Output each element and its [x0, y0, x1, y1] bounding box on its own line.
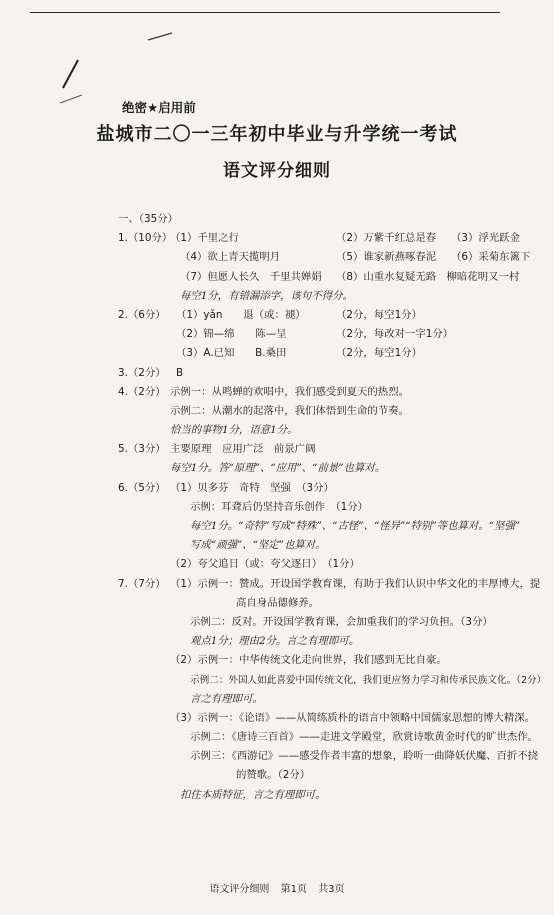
- page-footer: [0, 880, 554, 895]
- q7-row-1: 7.（7分） （1）示例一：赞成。开设国学教育课，有助于我们认识中华文化的丰厚博大，提: [118, 575, 548, 594]
- footer-page-total: 共3页: [318, 884, 345, 895]
- q6-row-1: 6.（5分） （1）贝多芬 奇特 坚强 （3分）: [118, 479, 548, 498]
- q7-note-3: 扣住本质特征，言之有理即可。: [180, 788, 326, 801]
- pen-mark-icon: [0, 0, 554, 130]
- q4-row-1: 4.（2分） 示例一：从鸣蝉的欢唱中，我们感受到夏天的热烈。: [118, 383, 548, 402]
- q3-label: 3.（2分）: [118, 366, 166, 379]
- q1-row-1: 1.（10分） （1）千里之行 （2）万紫千红总是春 （3）浮光跃金: [118, 229, 548, 248]
- q7-note-2: 言之有理即可。: [190, 692, 263, 705]
- q3-row: 3.（2分） B: [118, 364, 548, 383]
- scoring-content: [118, 210, 548, 805]
- q1-row-2: （4）欲上青天揽明月 （5）谁家新燕啄春泥 （6）采菊东篱下: [180, 251, 531, 264]
- q4-note: 恰当的事物1分，语意1分。: [170, 424, 298, 437]
- exam-title: 盐城市二〇一三年初中毕业与升学统一考试: [96, 124, 458, 145]
- q2-label: 2.（6分）: [118, 308, 166, 321]
- q2-row-3: （3）A.已知 B.桑田 （2分，每空1分）: [176, 347, 422, 360]
- footer-page-number: 第1页: [280, 884, 307, 895]
- q7-row-7b: 的赞歌。（2分）: [236, 769, 311, 782]
- q4-label: 4.（2分）: [118, 385, 166, 398]
- q5-row: 5.（3分） 主要原理 应用广泛 前景广阔: [118, 440, 548, 459]
- document-subtitle: 语文评分细则: [223, 161, 331, 181]
- footer-doc-name: 语文评分细则: [209, 884, 270, 895]
- q1-label: 1.（10分）: [118, 232, 173, 245]
- q7-row-6: 示例二：《唐诗三百首》——走进文学殿堂，欣赏诗歌黄金时代的旷世杰作。: [190, 731, 539, 744]
- q7-label: 7.（7分）: [118, 577, 166, 590]
- q6-label: 6.（5分）: [118, 481, 166, 494]
- q7-row-1b: 高自身品德修养。: [236, 596, 320, 609]
- q1-note: 每空1分，有错漏添字，该句不得分。: [180, 289, 353, 302]
- q6-note-1: 每空1分。“奇特”写成“特殊”、“古怪”、“怪异”“特别”等也算对。“坚强”: [190, 520, 521, 532]
- q7-row-3: （2）示例一：中华传统文化走向世界，我们感到无比自豪。: [170, 654, 447, 667]
- q2-row-2: （2）锦—绵 陈—呈 （2分，每改对一字1分）: [176, 328, 454, 341]
- q7-row-5: （3）示例一：《论语》——从简练质朴的语言中领略中国儒家思想的博大精深。: [170, 711, 536, 724]
- q1-row-3: （7）但愿人长久 千里共婵娟 （8）山重水复疑无路 柳暗花明又一村: [180, 270, 520, 283]
- confidential-label: 绝密★启用前: [122, 100, 196, 115]
- q7-row-7: 示例三：《西游记》——感受作者丰富的想象，聆听一曲降妖伏魔、百折不挠: [190, 750, 539, 763]
- q7-note-1: 观点1分；理由2分。言之有理即可。: [190, 635, 360, 648]
- q6-note-2: 写成“顽强”、“坚定”也算对。: [190, 539, 326, 552]
- q6-example: 示例：耳聋后仍坚持音乐创作 （1分）: [190, 500, 369, 513]
- section-heading: 一、（35分）: [118, 213, 178, 225]
- q7-row-4: 示例二：外国人如此喜爱中国传统文化，我们更应努力学习和传承民族文化。（2分）: [190, 674, 547, 686]
- q5-note: 每空1分。答“原理”、“应用”、“前景”也算对。: [170, 462, 386, 475]
- q2-row-1: 2.（6分） （1）yǎn 退（或：褪） （2分，每空1分）: [118, 306, 548, 325]
- q4-row-2: 示例二：从潮水的起落中，我们体悟到生命的节奏。: [170, 404, 409, 417]
- q6-row-2: （2）夸父追日（或：夸父逐日） （1分）: [170, 558, 360, 571]
- q5-label: 5.（3分）: [118, 443, 166, 456]
- q7-row-2: 示例二：反对。开设国学教育课，会加重我们的学习负担。（3分）: [190, 615, 493, 628]
